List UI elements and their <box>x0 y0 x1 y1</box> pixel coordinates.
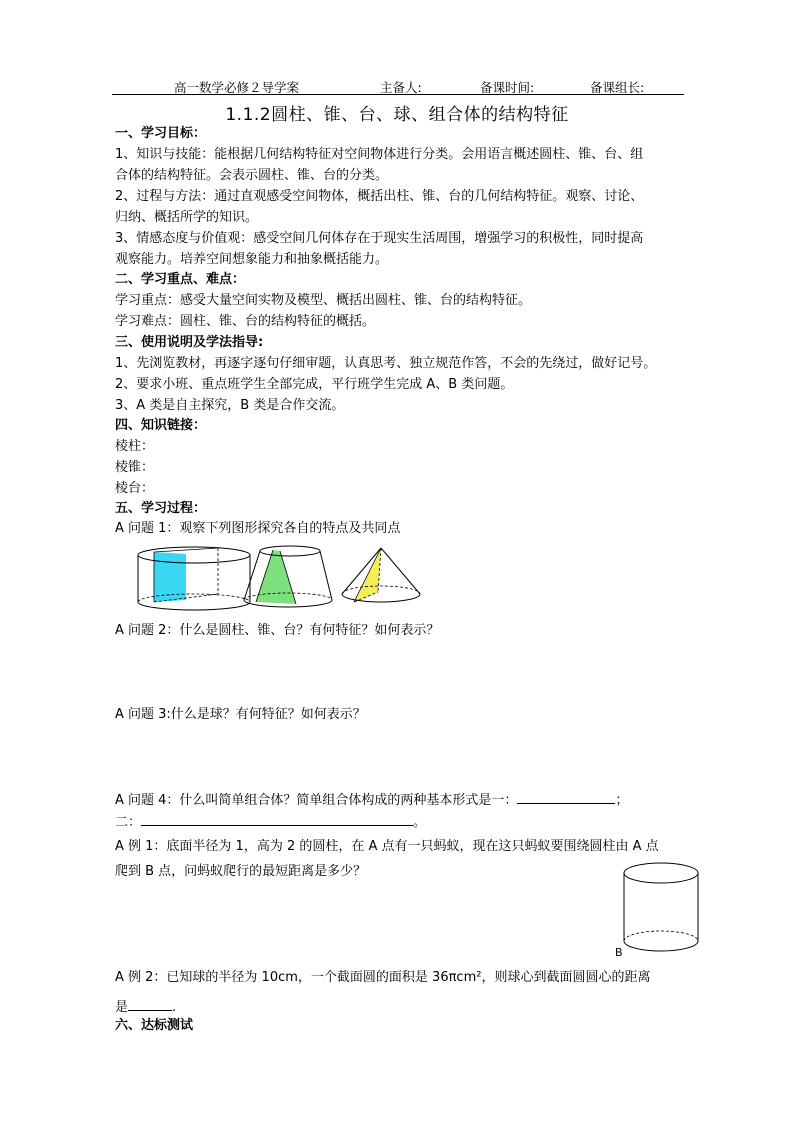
example-cylinder-bottom-back <box>624 931 698 941</box>
sec5-heading: 五、学习过程： <box>115 501 207 516</box>
sec6-heading: 六、达标测试 <box>115 1018 194 1033</box>
question-4-text-b: 二： <box>115 815 142 830</box>
example-2-text-b: 是 <box>115 1000 129 1015</box>
question-3: A 问题 3:什么是球？有何特征？如何表示？ <box>115 707 366 722</box>
sec1-line-1b: 合体的结构特征。会表示圆柱、锥、台的分类。 <box>115 168 389 183</box>
cone-base-back <box>342 586 420 594</box>
example-2-line-1: A 例 2：已知球的半径为 10cm，一个截面圆的面积是 36πcm²，则球心到截面圆圆心的距离 <box>115 970 651 985</box>
page-header <box>112 76 684 95</box>
sec1-line-1a: 1、知识与技能：能根据几何结构特征对空间物体进行分类。会用语言概述圆柱、锥、台、组 <box>115 147 644 162</box>
page-title: 1.1.2圆柱、锥、台、球、组合体的结构特征 <box>225 105 569 125</box>
cylinder-center-dot <box>217 593 219 595</box>
sec1-line-3a: 3、情感态度与价值观：感受空间几何体存在于现实生活周围，增强学习的积极性，同时提高 <box>115 231 644 246</box>
example-cylinder-figure <box>618 861 698 953</box>
sec4-line-prism: 棱柱： <box>115 439 155 454</box>
sec1-line-3b: 观察能力。培养空间想象能力和抽象概括能力。 <box>115 252 389 267</box>
sec4-heading: 四、知识链接： <box>115 418 207 433</box>
frustum-left-edge <box>244 551 260 600</box>
question-4-end-b: 。 <box>413 815 427 830</box>
example-2-line-2 <box>115 996 176 1018</box>
question-2: A 问题 2：什么是圆柱、锥、台？有何特征？如何表示？ <box>115 623 440 638</box>
question-4-line-2 <box>115 811 426 833</box>
example-cylinder-top <box>624 863 698 883</box>
header-prep-time: 备课时间: <box>480 80 535 95</box>
sec3-line-2: 2、要求小班、重点班学生全部完成，平行班学生完成 A、B 类问题。 <box>115 377 514 392</box>
sec1-line-2b: 归纳、概括所学的知识。 <box>115 210 259 225</box>
example-point-b-label: B <box>615 946 623 959</box>
header-preparer: 主备人: <box>380 80 422 95</box>
example-1-line-2: 爬到 B 点，问蚂蚁爬行的最短距离是多少？ <box>115 864 367 879</box>
answer-blank-1[interactable] <box>517 789 615 804</box>
header-group-leader: 备课组长: <box>590 80 645 95</box>
sec1-heading: 一、学习目标： <box>115 126 207 141</box>
cone-base-front <box>342 594 420 602</box>
frustum-top-ellipse <box>260 546 320 556</box>
cylinder-figure <box>136 544 252 610</box>
sec4-line-pyramid: 棱锥： <box>115 460 155 475</box>
answer-blank-3[interactable] <box>128 996 172 1011</box>
sec3-line-1: 1、先浏览教材，再逐字逐句仔细审题，认真思考、独立规范作答，不会的先绕过，做好记号。 <box>115 356 657 371</box>
sec2-line-2: 学习难点：圆柱、锥、台的结构特征的概括。 <box>115 314 376 329</box>
header-doc-name: 高一数学必修２导学案 <box>174 80 300 95</box>
question-4-line-1 <box>115 789 628 811</box>
sec2-heading: 二、学习重点、难点： <box>115 272 246 287</box>
frustum-section-fill <box>256 550 296 604</box>
cone-figure <box>340 544 422 610</box>
question-4-end-a: ； <box>615 793 629 808</box>
question-4-text-a: A 问题 4：什么叫简单组合体？简单组合体构成的两种基本形式是一： <box>115 793 518 808</box>
sec3-line-3: 3、A 类是自主探究，B 类是合作交流。 <box>115 398 345 413</box>
frustum-right-edge <box>320 551 332 600</box>
answer-blank-2[interactable] <box>141 811 413 826</box>
sec2-line-1: 学习重点：感受大量空间实物及模型、概括出圆柱、锥、台的结构特征。 <box>115 293 532 308</box>
example-2-end: . <box>172 1000 177 1015</box>
sec1-line-2a: 2、过程与方法：通过直观感受空间物体，概括出柱、锥、台的几何结构特征。观察、讨论、 <box>115 189 644 204</box>
example-cylinder-bottom-front <box>624 941 698 951</box>
cylinder-bottom-front <box>138 602 250 610</box>
sec4-line-frustum: 棱台： <box>115 481 155 496</box>
sec3-heading: 三、使用说明及学法指导: <box>115 335 264 350</box>
example-1-line-1: A 例 1：底面半径为 1，高为 2 的圆柱，在 A 点有一只蚂蚁，现在这只蚂蚁要围绕圆柱由 A 点 <box>115 839 659 854</box>
question-1: A 问题 1：观察下列图形探究各自的特点及共同点 <box>115 521 401 536</box>
frustum-figure <box>240 544 336 610</box>
cylinder-section-fill <box>154 552 186 602</box>
